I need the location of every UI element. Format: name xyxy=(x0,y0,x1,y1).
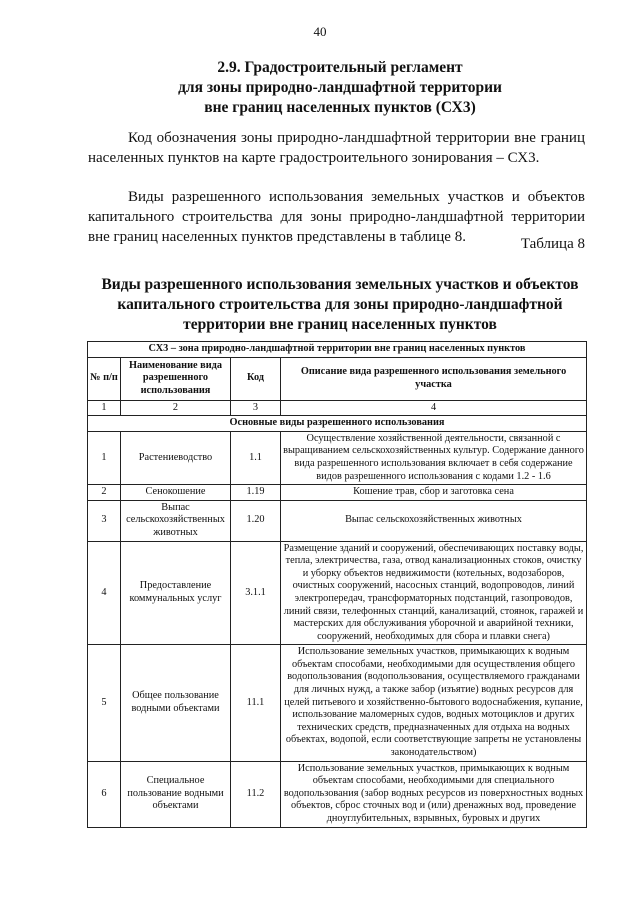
row-number: 6 xyxy=(88,761,121,827)
row-description: Кошение трав, сбор и заготовка сена xyxy=(281,485,587,501)
section-title-line: вне границ населенных пунктов (СХ3) xyxy=(204,99,476,116)
row-use-name: Сенокошение xyxy=(121,485,231,501)
table-title-line: Виды разрешенного использования земельных участков и объектов xyxy=(101,276,579,293)
section-title-line: для зоны природно-ландшафтной территории xyxy=(178,79,502,96)
row-number: 2 xyxy=(88,485,121,501)
row-code: 1.19 xyxy=(231,485,281,501)
row-description: Осуществление хозяйственной деятельности, связанной с выращиванием сельскохозяйственных культур. Содержание данного вида разрешенного использования включает в себя содержание видов разрешенного использования с кодами 1.2 - 1.6 xyxy=(281,431,587,484)
row-code: 11.1 xyxy=(231,645,281,761)
row-use-name: Выпас сельскохозяйственных животных xyxy=(121,500,231,541)
column-header-number: № п/п xyxy=(88,357,121,400)
table-row xyxy=(88,541,587,645)
table-column-header-row xyxy=(88,357,587,400)
table-title-line: капитального строительства для зоны природно-ландшафтной xyxy=(117,296,563,313)
row-code: 11.2 xyxy=(231,761,281,827)
paragraph-permitted-uses: Виды разрешенного использования земельных участков и объектов капитального строительства для зоны природно-ландшафтной территории вне границ населенных пунктов представлены в таблице 8. xyxy=(88,189,585,245)
row-use-name: Специальное пользование водными объектами xyxy=(121,761,231,827)
row-number: 5 xyxy=(88,645,121,761)
table-row xyxy=(88,500,587,541)
table-row xyxy=(88,645,587,761)
page-number: 40 xyxy=(313,24,327,39)
table-column-numbers-row xyxy=(88,400,587,416)
column-header-code: Код xyxy=(231,357,281,400)
row-number: 4 xyxy=(88,541,121,645)
table-group-header-row xyxy=(88,416,587,432)
table-label: Таблица 8 xyxy=(520,236,585,252)
row-description: Использование земельных участков, примыкающих к водным объектам способами, необходимыми для специального водопользования (забор водных ресурсов из поверхностных водных объектов, сброс сточных вод и (или) дренажных вод, проведение дноуглубительных, взрывных, буровых и других xyxy=(281,761,587,827)
column-number-cell: 1 xyxy=(88,400,121,416)
permitted-use-table xyxy=(87,341,587,828)
column-header-description: Описание вида разрешенного использования земельного участка xyxy=(281,357,587,400)
row-description: Использование земельных участков, примыкающих к водным объектам способами, необходимыми для осуществления общего водопользования (водопользования, осуществляемого гражданами для личных нужд, а также забор (изъятие) водных ресурсов для целей питьевого и хозяйственно-бытового водоснабжения, купание, использование маломерных судов, водных мотоциклов и других технических средств, предназначенных для отдыха на водных объектах, водопой, если соответствующие запреты не установлены законодательством) xyxy=(281,645,587,761)
row-description: Выпас сельскохозяйственных животных xyxy=(281,500,587,541)
table-title xyxy=(80,275,600,335)
table-row xyxy=(88,431,587,484)
column-number-cell: 4 xyxy=(281,400,587,416)
table-row xyxy=(88,485,587,501)
column-number-cell: 3 xyxy=(231,400,281,416)
row-description: Размещение зданий и сооружений, обеспечивающих поставку воды, тепла, электричества, газа, отвод канализационных стоков, очистку и уборку объектов недвижимости (котельных, водозаборов, очистных сооружений, насосных станций, водопроводов, линий электропередач, трансформаторных подстанций, газопроводов, линий связи, телефонных станций, канализаций, стоянок, гаражей и мастерских для обслуживания уборочной и аварийной техники, сооружений, необходимых для сбора и плавки снега) xyxy=(281,541,587,645)
row-code: 1.20 xyxy=(231,500,281,541)
table-row xyxy=(88,761,587,827)
row-number: 3 xyxy=(88,500,121,541)
row-use-name: Предоставление коммунальных услуг xyxy=(121,541,231,645)
column-header-name: Наименование вида разрешенного использования xyxy=(121,357,231,400)
row-number: 1 xyxy=(88,431,121,484)
row-use-name: Растениеводство xyxy=(121,431,231,484)
section-title xyxy=(90,58,590,118)
row-code: 1.1 xyxy=(231,431,281,484)
table-title-line: территории вне границ населенных пунктов xyxy=(183,316,497,333)
row-code: 3.1.1 xyxy=(231,541,281,645)
paragraph-zone-code: Код обозначения зоны природно-ландшафтной территории вне границ населенных пунктов на карте градостроительного зонирования – СХ3. xyxy=(88,130,585,166)
row-use-name: Общее пользование водными объектами xyxy=(121,645,231,761)
zone-header-cell: СХ3 – зона природно-ландшафтной территории вне границ населенных пунктов xyxy=(88,342,587,358)
column-number-cell: 2 xyxy=(121,400,231,416)
group-header-cell: Основные виды разрешенного использования xyxy=(88,416,587,432)
table-zone-header-row xyxy=(88,342,587,358)
section-title-line: 2.9. Градостроительный регламент xyxy=(217,59,463,76)
